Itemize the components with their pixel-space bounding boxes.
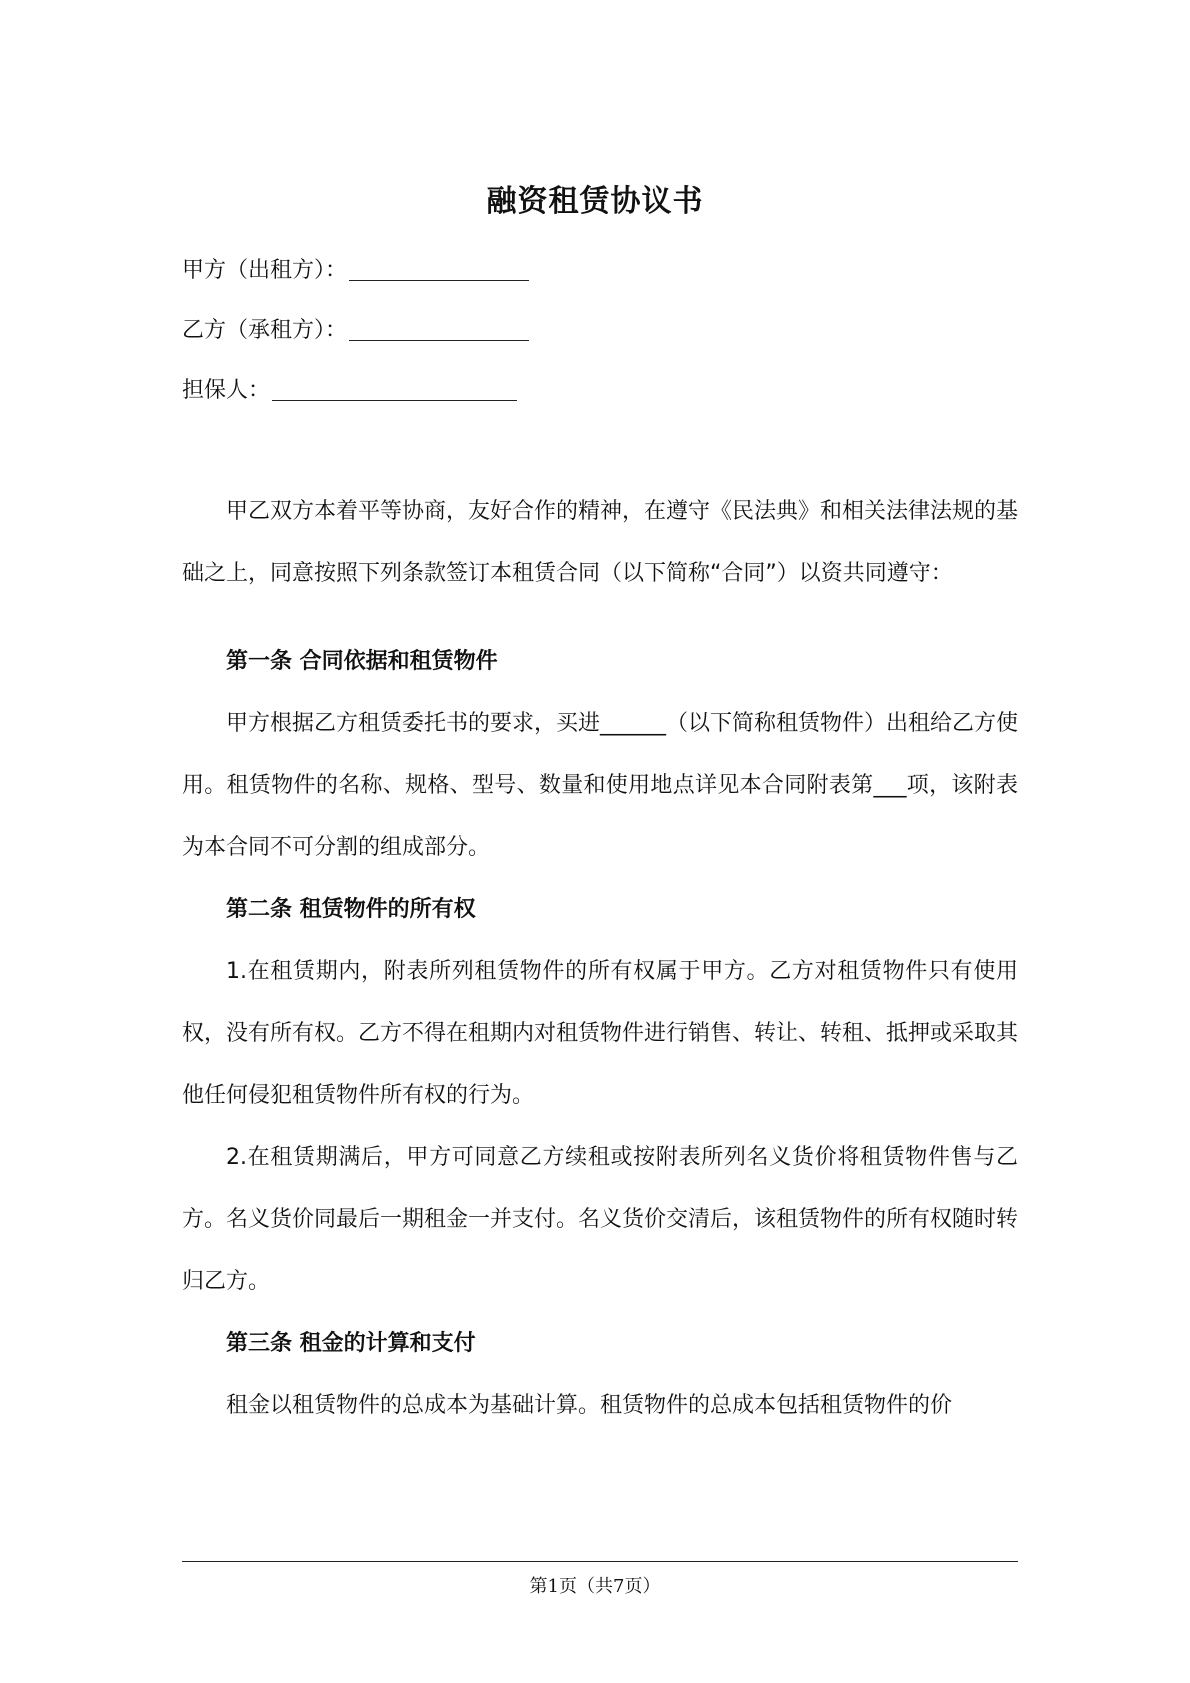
- party-guarantor-label: 担保人：: [182, 378, 271, 403]
- preamble-paragraph: 甲乙双方本着平等协商，友好合作的精神，在遵守《民法典》和相关法律法规的基础之上，同意按照下列条款签订本租赁合同（以下简称“合同”）以资共同遵守：: [182, 499, 1019, 586]
- article-2-paragraph-1: 1.在租赁期内，附表所列租赁物件的所有权属于甲方。乙方对租赁物件只有使用权，没有所有权。乙方不得在租期内对租赁物件进行销售、转让、转租、抵押或采取其他任何侵犯租赁物件所有权的行为。: [182, 959, 1019, 1108]
- party-guarantor: [182, 373, 517, 409]
- party-lessor-label: 甲方（出租方）：: [182, 258, 348, 283]
- article-1-paragraph-1: 甲方根据乙方租赁委托书的要求，买进______（以下简称租赁物件）出租给乙方使用。租赁物件的名称、规格、型号、数量和使用地点详见本合同附表第___项，该附表为本合同不可分割的组成部分。: [182, 711, 1019, 860]
- article-2-paragraph-2: 2.在租赁期满后，甲方可同意乙方续租或按附表所列名义货价将租赁物件售与乙方。名义货价同最后一期租金一并支付。名义货价交清后，该租赁物件的所有权随时转归乙方。: [182, 1145, 1019, 1294]
- document-title: 融资租赁协议书: [486, 184, 704, 219]
- footer-divider: [182, 1561, 1018, 1562]
- article-1-heading: 第一条 合同依据和租赁物件: [226, 649, 498, 674]
- party-lessor-blank: [349, 254, 529, 281]
- party-lessee: [182, 313, 529, 349]
- article-2-heading: 第二条 租赁物件的所有权: [226, 897, 476, 922]
- document-body: [182, 481, 1018, 1437]
- party-lessee-blank: [349, 314, 529, 341]
- page-number-footer: 第1页（共7页）: [529, 1576, 661, 1597]
- party-lessor: [182, 253, 529, 289]
- article-3-heading: 第三条 租金的计算和支付: [226, 1331, 476, 1356]
- article-3-paragraph-1: 租金以租赁物件的总成本为基础计算。租赁物件的总成本包括租赁物件的价: [226, 1393, 953, 1418]
- party-guarantor-blank: [272, 374, 517, 401]
- party-lessee-label: 乙方（承租方）：: [182, 318, 348, 343]
